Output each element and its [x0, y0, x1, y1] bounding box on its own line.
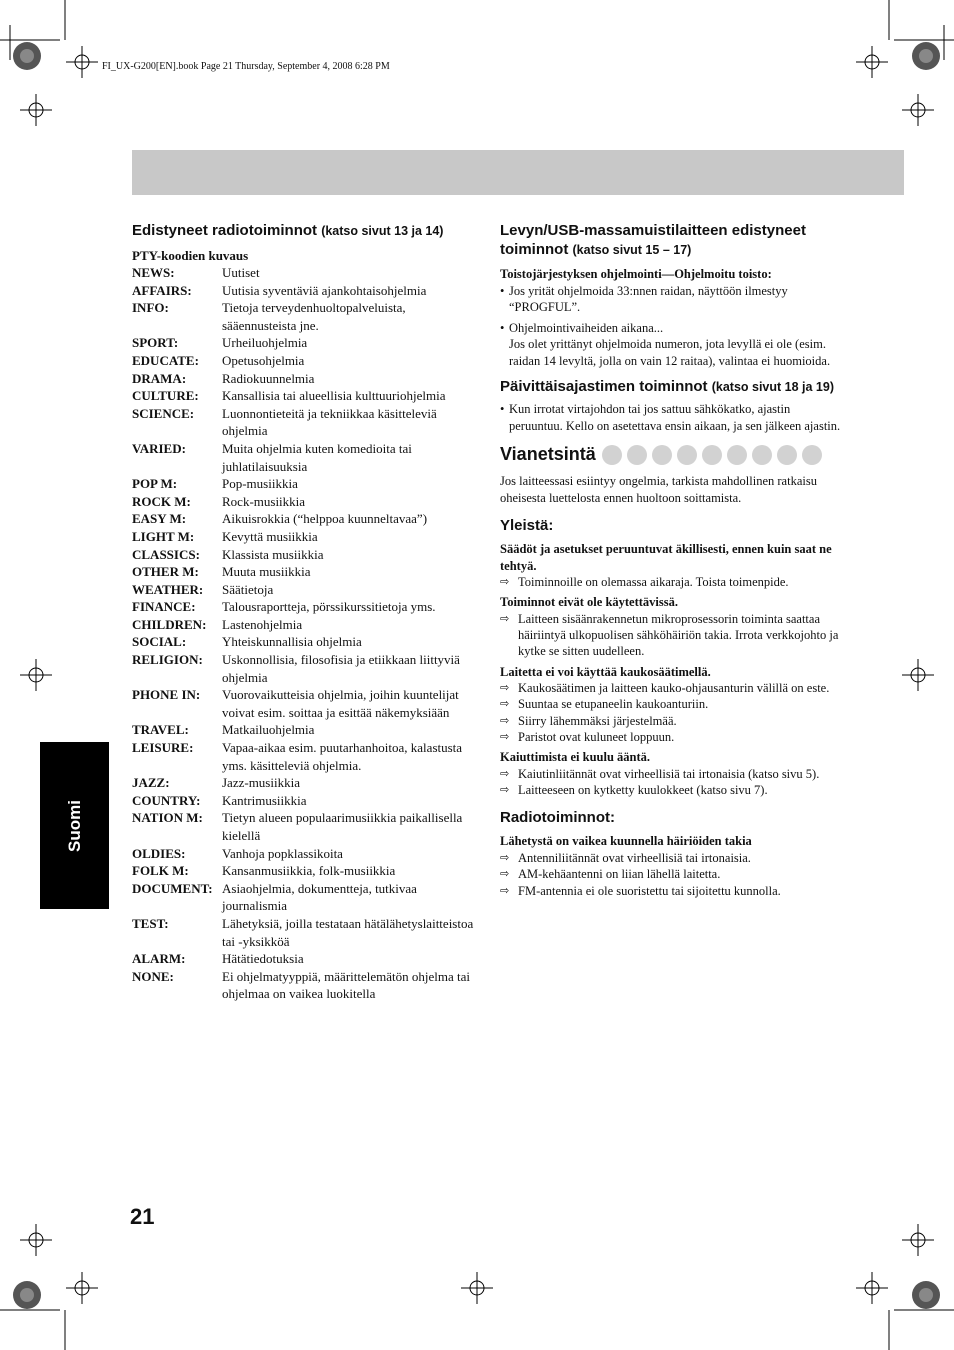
solution-item: [500, 729, 845, 745]
pty-row: [132, 475, 482, 493]
list-item: • Kun irrotat virtajohdon tai jos sattuu sähkökatko, ajastin peruuntuu. Kello on asetettava ensin aikaan, ja sen jälkeen ajastin.: [500, 401, 845, 434]
pty-description: Yhteiskunnallisia ohjelmia: [222, 634, 362, 650]
pty-description: Urheiluohjelmia: [222, 335, 308, 351]
list-item-cont: Jos olet yrittänyt ohjelmoida numeron, jota levyllä ei ole (esim. raidan 14 levyltä, jolla on vain 12 raitaa), valintaa ei huomioida.: [509, 337, 831, 368]
pty-description: Kevyttä musiikkia: [222, 528, 318, 544]
page-number: 21: [130, 1204, 155, 1229]
pty-description: Luonnontieteitä ja tekniikkaa käsitteleviä ohjelmia: [222, 405, 437, 439]
pty-code: POP M:: [132, 476, 178, 492]
pty-code: SPORT:: [132, 335, 179, 351]
problem-heading: Kaiuttimista ei kuulu ääntä.: [500, 750, 651, 765]
pty-code: TRAVEL:: [132, 722, 189, 738]
timer-title-ref: (katso sivut 18 ja 19): [711, 380, 834, 394]
pty-row: [132, 299, 482, 334]
solution-text: AM-kehäantenni on liian lähellä laitetta.: [518, 867, 721, 882]
solution-item: [500, 766, 845, 782]
pty-description: Muita ohjelmia kuten komedioita tai juhlatilaisuuksia: [222, 440, 412, 474]
pty-code: INFO:: [132, 300, 169, 316]
pty-row: [132, 686, 482, 721]
pty-code: VARIED:: [132, 440, 186, 456]
pty-row: [132, 968, 482, 1003]
pty-description: Vanhoja popklassikoita: [222, 845, 343, 861]
pty-description: Tietyn alueen populaarimusiikkia paikallisella kielellä: [222, 810, 463, 843]
pty-row: [132, 352, 482, 370]
problem-heading: Lähetystä on vaikea kuunnella häiriöiden takia: [500, 834, 752, 849]
list-item-text: Kun irrotat virtajohdon tai jos sattuu sähkökatko, ajastin peruuntuu. Kello on asetettava ensin aikaan, ja sen jälkeen ajastin.: [509, 402, 841, 433]
pty-code: ALARM:: [132, 951, 186, 967]
pty-description: Uskonnollisia, filosofisia ja etiikkaan liittyviä ohjelmia: [222, 652, 460, 685]
arrow-icon: ⇨: [500, 783, 510, 797]
pty-description: Hätätiedotuksia: [222, 951, 304, 967]
pty-description: Talousraportteja, pörssikurssitietoja yms.: [222, 599, 436, 615]
arrow-icon: ⇨: [500, 766, 510, 780]
solution-item: [500, 782, 845, 798]
radio-title-text: Edistyneet radiotoiminnot: [132, 222, 318, 239]
pty-row: [132, 633, 482, 651]
pty-description: Uutiset: [222, 265, 260, 280]
pty-row: [132, 809, 482, 844]
solution-text: Laitteen sisäänrakennetun mikroprosessorin toiminta saattaa häiriintyä ulkopuolisen sähköhäiriön takia. Irrota verkkojohto ja kytke se sitten uudelleen.: [518, 611, 839, 659]
arrow-icon: ⇨: [500, 850, 510, 864]
solution-text: Toiminnoille on olemassa aikaraja. Toista toimenpide.: [518, 575, 789, 589]
solution-item: [500, 866, 845, 882]
arrow-icon: ⇨: [500, 681, 510, 695]
pty-code: JAZZ:: [132, 775, 170, 791]
decor-dot: [777, 445, 797, 465]
right-column: [500, 221, 845, 899]
pty-heading: PTY-koodien kuvaus: [132, 248, 249, 263]
general-title: Yleistä:: [500, 517, 554, 534]
pty-description: Matkailuohjelmia: [222, 722, 315, 738]
pty-code: DRAMA:: [132, 370, 187, 386]
pty-row: [132, 950, 482, 968]
pty-description: Pop-musiikkia: [222, 476, 298, 492]
list-item-lead: Ohjelmointivaiheiden aikana...: [509, 320, 664, 335]
pty-description: Tietoja terveydenhuoltopalveluista, sääennusteista jne.: [222, 300, 406, 333]
pty-code: AFFAIRS:: [132, 282, 192, 298]
decor-dot: [752, 445, 772, 465]
pty-description: Aikuisrokkia (“helppoa kuunneltavaa”): [222, 511, 428, 527]
program-heading: Toistojärjestyksen ohjelmointi—Ohjelmoitu toisto:: [500, 267, 772, 281]
pty-description: Lähetyksiä, joilla testataan hätälähetyslaitteistoa tai -yksikköä: [222, 915, 474, 949]
decor-dot: [602, 445, 622, 465]
decor-dot: [702, 445, 722, 465]
pty-description: Vuorovaikutteisia ohjelmia, joihin kuuntelijat voivat esim. soittaa ja esittää näkemyksiään: [222, 687, 459, 720]
solution-item: [500, 574, 845, 590]
pty-row: [132, 563, 482, 581]
pty-code: LEISURE:: [132, 740, 194, 756]
solution-item: [500, 883, 845, 899]
pty-row: [132, 387, 482, 405]
pty-code: CHILDREN:: [132, 616, 207, 632]
pty-description: Opetusohjelmia: [222, 352, 305, 368]
pty-code: WEATHER:: [132, 581, 204, 597]
solution-item: [500, 696, 845, 712]
arrow-icon: ⇨: [500, 575, 510, 588]
solution-item: [500, 713, 845, 729]
pty-description: Säätietoja: [222, 581, 274, 597]
solution-item: [500, 611, 845, 660]
arrow-icon: ⇨: [500, 867, 510, 881]
decor-dot: [802, 445, 822, 465]
decor-dot: [627, 445, 647, 465]
problem-heading: Laitetta ei voi käyttää kaukosäätimellä.: [500, 664, 711, 679]
pty-code: FOLK M:: [132, 863, 189, 879]
pty-code: SCIENCE:: [132, 405, 195, 421]
pty-row: [132, 370, 482, 388]
pty-code: NATION M:: [132, 810, 203, 826]
list-item: • Jos yrität ohjelmoida 33:nnen raidan, näyttöön ilmestyy “PROGFUL”.: [500, 283, 845, 316]
pty-row: [132, 862, 482, 880]
pty-code: RELIGION:: [132, 652, 203, 668]
arrow-icon: ⇨: [500, 713, 510, 727]
pty-row: [132, 334, 482, 352]
troubleshooting-title: Vianetsintä: [500, 444, 596, 464]
pty-code: SOCIAL:: [132, 634, 187, 650]
pty-description: Asiaohjelmia, dokumentteja, tutkivaa journalismia: [222, 880, 417, 914]
pty-row: [132, 721, 482, 739]
pty-row: [132, 915, 482, 950]
arrow-icon: ⇨: [500, 611, 510, 625]
usb-title-ref: (katso sivut 15 – 17): [572, 243, 692, 257]
pty-description: Kansanmusiikkia, folk-musiikkia: [222, 863, 396, 879]
pty-row: [132, 880, 482, 915]
pty-row: [132, 616, 482, 634]
pty-row: [132, 405, 482, 440]
book-file-line: FI_UX-G200[EN].book Page 21 Thursday, September 4, 2008 6:28 PM: [102, 61, 390, 72]
language-tab: [40, 742, 109, 909]
pty-code: FINANCE:: [132, 599, 196, 615]
solution-item: [500, 850, 845, 866]
pty-row: [132, 546, 482, 564]
arrow-icon: ⇨: [500, 883, 510, 897]
pty-description: Rock-musiikkia: [222, 493, 306, 509]
pty-code: OLDIES:: [132, 845, 186, 861]
pty-description: Jazz-musiikkia: [222, 775, 300, 791]
pty-row: [132, 774, 482, 792]
problem-heading: Toiminnot eivät ole käytettävissä.: [500, 595, 679, 610]
solution-text: Paristot ovat kuluneet loppuun.: [518, 730, 675, 745]
pty-row: [132, 440, 482, 475]
problem-heading: Säädöt ja asetukset peruuntuvat äkillisesti, ennen kuin saat ne tehtyä.: [500, 542, 832, 573]
pty-row: [132, 651, 482, 686]
pty-description: Vapaa-aikaa esim. puutarhanhoitoa, kalastusta yms. käsitteleviä ohjelmia.: [222, 740, 463, 773]
decor-dot: [727, 445, 747, 465]
pty-code: OTHER M:: [132, 564, 199, 580]
solution-text: Kaukosäätimen ja laitteen kauko-ohjausanturin välillä on este.: [518, 681, 830, 696]
heading-dots: [602, 445, 822, 465]
pty-code: COUNTRY:: [132, 792, 201, 808]
solution-text: Siirry lähemmäksi järjestelmää.: [518, 713, 677, 728]
pty-code: ROCK M:: [132, 493, 191, 509]
usb-section-title: [500, 221, 845, 260]
troubleshooting-heading: [500, 444, 845, 465]
solution-text: Laitteeseen on kytketty kuulokkeet (katso sivu 7).: [518, 783, 768, 798]
pty-description: Ei ohjelmatyyppiä, määrittelemätön ohjelma tai ohjelmaa on vaikea luokitella: [222, 968, 471, 1002]
pty-code: NEWS:: [132, 265, 175, 280]
pty-code: EASY M:: [132, 511, 187, 527]
solution-text: Antenniliitännät ovat virheellisiä tai irtonaisia.: [518, 850, 751, 865]
pty-code: LIGHT M:: [132, 528, 195, 544]
usb-title-text: Levyn/USB-massamuistilaitteen edistyneet toiminnot: [500, 222, 806, 258]
pty-row: [132, 739, 482, 774]
arrow-icon: ⇨: [500, 730, 510, 744]
pty-code: TEST:: [132, 915, 169, 931]
pty-code: DOCUMENT:: [132, 880, 213, 896]
decor-dot: [652, 445, 672, 465]
header-bar: [132, 150, 904, 195]
pty-row: [132, 598, 482, 616]
solution-text: Kaiutinliitännät ovat virheellisiä tai irtonaisia (katso sivu 5).: [518, 766, 820, 781]
list-item-text: [509, 320, 845, 370]
timer-section-title: [500, 377, 845, 397]
solution-item: [500, 680, 845, 696]
arrow-icon: ⇨: [500, 697, 510, 711]
pty-description: Kansallisia tai alueellisia kulttuuriohjelmia: [222, 388, 446, 404]
pty-description: Muuta musiikkia: [222, 564, 311, 580]
pty-code: NONE:: [132, 968, 174, 984]
timer-title-text: Päivittäisajastimen toiminnot: [500, 378, 708, 395]
solution-text: FM-antennia ei ole suoristettu tai sijoitettu kunnolla.: [518, 883, 781, 898]
list-item: • Ohjelmointivaiheiden aikana... Jos olet yrittänyt ohjelmoida numeron, jota levyllä ei ole (esim. raidan 14 levyltä, jolla on vain 12 raitaa), valintaa ei huomioida.: [500, 320, 845, 370]
pty-description: Kantrimusiikkia: [222, 792, 307, 808]
pty-code: CULTURE:: [132, 388, 199, 404]
list-item-text: Jos yrität ohjelmoida 33:nnen raidan, näyttöön ilmestyy “PROGFUL”.: [509, 283, 788, 314]
pty-row: [132, 493, 482, 511]
pty-list: [132, 264, 482, 1003]
left-column: [132, 221, 482, 1003]
pty-description: Klassista musiikkia: [222, 546, 324, 562]
radio-functions-title: Radiotoiminnot:: [500, 809, 615, 827]
pty-row: [132, 845, 482, 863]
language-tab-label: Suomi: [64, 799, 84, 852]
pty-code: CLASSICS:: [132, 546, 200, 562]
pty-code: PHONE IN:: [132, 687, 201, 703]
decor-dot: [677, 445, 697, 465]
pty-row: [132, 264, 482, 282]
pty-description: Radiokuunnelmia: [222, 370, 315, 386]
radio-title-ref: (katso sivut 13 ja 14): [321, 224, 444, 238]
solution-text: Suuntaa se etupaneelin kaukoanturiin.: [518, 697, 709, 712]
pty-code: EDUCATE:: [132, 352, 199, 368]
pty-row: [132, 792, 482, 810]
pty-row: [132, 528, 482, 546]
pty-row: [132, 510, 482, 528]
pty-row: [132, 581, 482, 599]
troubleshooting-intro: Jos laitteessasi esiintyy ongelmia, tarkista mahdollinen ratkaisu oheisesta luettelosta ennen huoltoon soittamista.: [500, 474, 817, 505]
pty-description: Uutisia syventäviä ajankohtaisohjelmia: [222, 282, 427, 298]
radio-section-title: [132, 221, 482, 241]
pty-row: [132, 282, 482, 300]
pty-description: Lastenohjelmia: [222, 616, 303, 632]
